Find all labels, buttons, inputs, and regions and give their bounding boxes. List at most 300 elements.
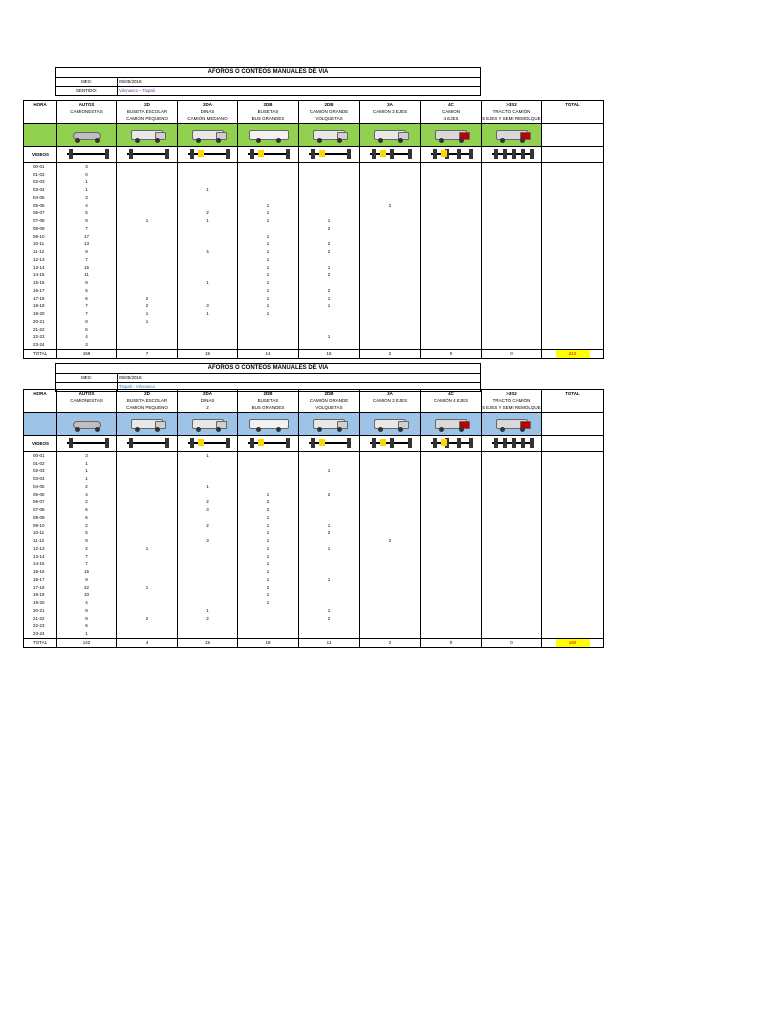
count-cell <box>482 194 542 202</box>
hour-label: 13-14 <box>24 264 57 272</box>
sheet-title-1: AFOROS O CONTEOS MANUALES DE VIA <box>56 68 480 78</box>
count-cell <box>360 529 421 537</box>
count-cell: 2 <box>178 522 238 530</box>
count-cell <box>238 475 299 483</box>
count-cell <box>360 568 421 576</box>
vehicle-class-code: 2DA <box>178 101 238 109</box>
row-total-cell <box>542 475 604 483</box>
count-cell <box>421 326 482 334</box>
count-cell: 1 <box>299 467 360 475</box>
count-cell <box>178 599 238 607</box>
row-total-cell <box>542 491 604 499</box>
three-axle-truck-icon <box>368 416 412 432</box>
count-cell: 2 <box>117 615 178 623</box>
count-cell: 1 <box>238 202 299 210</box>
count-cell: 2 <box>57 498 117 506</box>
hour-label: 04-05 <box>24 194 57 202</box>
count-cell: 1 <box>238 233 299 241</box>
dump-truck-icon <box>307 127 351 143</box>
count-cell <box>360 506 421 514</box>
count-table-2 <box>23 389 604 648</box>
mes-row-1 <box>56 78 480 87</box>
count-cell: 3 <box>57 341 117 349</box>
count-cell <box>178 568 238 576</box>
count-cell <box>299 171 360 179</box>
row-total-cell <box>542 171 604 179</box>
column-total: 4 <box>117 638 178 647</box>
count-cell <box>238 178 299 186</box>
count-cell <box>421 560 482 568</box>
blank-cell <box>542 108 604 115</box>
axle-diagram-icon <box>65 438 109 448</box>
axle-cell <box>482 436 542 452</box>
table-row <box>24 584 604 592</box>
table-row <box>24 553 604 561</box>
vehicle-class-code: 2DB <box>238 390 299 398</box>
count-cell: 1 <box>299 295 360 303</box>
count-cell: 6 <box>57 295 117 303</box>
count-cell <box>421 584 482 592</box>
axle-cell <box>299 147 360 163</box>
vehicle-image-cell <box>238 124 299 147</box>
hour-label: 19-20 <box>24 310 57 318</box>
hour-label: 04-05 <box>24 483 57 491</box>
count-cell <box>482 233 542 241</box>
row-total-cell <box>542 599 604 607</box>
table-row <box>24 194 604 202</box>
count-cell: 4 <box>178 248 238 256</box>
total-header: TOTAL <box>542 101 604 109</box>
axle-cell <box>421 436 482 452</box>
vehicle-class-desc: CAMIÓN GRANDE <box>299 397 360 404</box>
blank-cell <box>24 404 57 413</box>
count-cell <box>421 491 482 499</box>
count-cell <box>299 194 360 202</box>
count-cell: 7 <box>57 302 117 310</box>
row-total-cell <box>542 318 604 326</box>
count-cell <box>421 248 482 256</box>
axle-diagram-icon <box>368 149 412 159</box>
count-cell <box>360 475 421 483</box>
count-cell <box>238 615 299 623</box>
count-cell <box>421 295 482 303</box>
count-cell <box>178 240 238 248</box>
count-cell <box>299 460 360 468</box>
row-total-cell <box>542 615 604 623</box>
count-cell <box>421 271 482 279</box>
count-cell <box>178 545 238 553</box>
count-cell <box>117 483 178 491</box>
count-cell: 3 <box>178 537 238 545</box>
row-total-cell <box>542 584 604 592</box>
hour-label: 14-15 <box>24 560 57 568</box>
count-cell <box>482 279 542 287</box>
bus-icon <box>246 127 290 143</box>
count-cell: 1 <box>238 310 299 318</box>
count-cell <box>238 451 299 459</box>
blank-cell <box>542 124 604 147</box>
count-cell <box>360 233 421 241</box>
count-cell <box>178 318 238 326</box>
count-cell <box>178 584 238 592</box>
vehicle-class-desc: BUSETAS <box>238 108 299 115</box>
count-cell <box>421 607 482 615</box>
vehicle-class-desc: CAMION 3 EJES <box>360 397 421 404</box>
column-total: 0 <box>421 638 482 647</box>
table-row <box>24 248 604 256</box>
count-cell: 1 <box>238 514 299 522</box>
count-cell <box>360 630 421 638</box>
count-cell: 9 <box>57 607 117 615</box>
vehicle-class-code: 2D <box>117 390 178 398</box>
count-cell <box>482 591 542 599</box>
count-cell <box>421 225 482 233</box>
hour-label: 20-21 <box>24 607 57 615</box>
count-cell <box>421 506 482 514</box>
count-cell <box>360 186 421 194</box>
count-cell <box>421 202 482 210</box>
count-cell: 2 <box>238 584 299 592</box>
count-cell: 4 <box>57 202 117 210</box>
row-total-cell <box>542 256 604 264</box>
hour-label: 00-01 <box>24 162 57 170</box>
count-cell <box>117 522 178 530</box>
count-cell: 1 <box>238 491 299 499</box>
table-row <box>24 545 604 553</box>
row-total-cell <box>542 178 604 186</box>
count-cell: 8 <box>57 217 117 225</box>
count-cell: 1 <box>178 451 238 459</box>
column-total: 14 <box>238 349 299 358</box>
table-row <box>24 506 604 514</box>
count-cell: 2 <box>57 483 117 491</box>
count-cell <box>421 256 482 264</box>
count-cell <box>299 537 360 545</box>
count-cell: 1 <box>238 271 299 279</box>
count-cell <box>421 333 482 341</box>
count-cell <box>299 553 360 561</box>
count-cell: 1 <box>299 576 360 584</box>
count-cell <box>421 460 482 468</box>
count-cell <box>482 467 542 475</box>
count-cell <box>482 498 542 506</box>
hour-label: 05-06 <box>24 202 57 210</box>
vehicle-class-desc: CAMIONESTAS <box>57 397 117 404</box>
table-row <box>24 326 604 334</box>
four-axle-truck-icon <box>429 127 473 143</box>
hour-label: 14-15 <box>24 271 57 279</box>
hour-label: 10-11 <box>24 240 57 248</box>
table-row <box>24 202 604 210</box>
axle-diagram-icon <box>186 438 230 448</box>
count-cell <box>238 333 299 341</box>
hour-label: 07-08 <box>24 506 57 514</box>
count-cell <box>178 491 238 499</box>
count-cell <box>360 467 421 475</box>
hour-label: 22-23 <box>24 333 57 341</box>
count-cell: 1 <box>178 186 238 194</box>
hour-label: 23-24 <box>24 630 57 638</box>
count-cell <box>299 599 360 607</box>
count-cell <box>299 233 360 241</box>
count-cell: 9 <box>57 279 117 287</box>
axle-diagram-icon <box>429 149 473 159</box>
count-cell: 2 <box>117 302 178 310</box>
count-cell <box>178 475 238 483</box>
count-cell <box>421 568 482 576</box>
count-cell <box>360 287 421 295</box>
row-total-cell <box>542 209 604 217</box>
vehicle-class-desc: CAMION <box>421 108 482 115</box>
count-cell <box>117 326 178 334</box>
count-cell <box>482 217 542 225</box>
count-cell: 1 <box>299 333 360 341</box>
minibus-icon <box>125 127 169 143</box>
count-cell: 7 <box>57 310 117 318</box>
count-cell <box>117 202 178 210</box>
mes-value: 05/05/2018 <box>119 79 142 84</box>
vehicle-class-desc2 <box>57 115 117 124</box>
count-cell <box>117 209 178 217</box>
table-row <box>24 483 604 491</box>
count-cell: 1 <box>117 545 178 553</box>
count-cell <box>421 162 482 170</box>
vehicle-class-desc: BUSETAS <box>238 397 299 404</box>
count-cell <box>421 310 482 318</box>
count-cell <box>117 333 178 341</box>
count-cell <box>482 506 542 514</box>
row-total-cell <box>542 186 604 194</box>
count-cell <box>238 460 299 468</box>
count-cell <box>421 240 482 248</box>
vehicle-class-desc2 <box>57 404 117 413</box>
bus-icon <box>246 416 290 432</box>
count-cell <box>238 467 299 475</box>
vehicle-class-code: 2DB <box>299 101 360 109</box>
hour-label: 08-09 <box>24 225 57 233</box>
count-cell <box>299 498 360 506</box>
count-cell <box>178 171 238 179</box>
count-cell <box>421 233 482 241</box>
count-cell <box>178 271 238 279</box>
count-cell: 1 <box>238 545 299 553</box>
row-total-cell <box>542 483 604 491</box>
count-cell <box>178 202 238 210</box>
count-cell: 1 <box>57 467 117 475</box>
count-cell <box>421 514 482 522</box>
blank-cell <box>542 404 604 413</box>
vehicle-class-desc2: CAMIÓN MEDIANO <box>178 115 238 124</box>
count-cell <box>117 591 178 599</box>
column-total: 15 <box>178 349 238 358</box>
hour-label: 15-16 <box>24 568 57 576</box>
count-cell <box>117 498 178 506</box>
hour-label: 18-19 <box>24 302 57 310</box>
count-cell <box>299 591 360 599</box>
vehicle-class-desc: DINAS <box>178 108 238 115</box>
row-total-cell <box>542 202 604 210</box>
count-cell: 1 <box>238 302 299 310</box>
count-cell <box>117 279 178 287</box>
row-total-cell <box>542 451 604 459</box>
count-cell <box>482 545 542 553</box>
count-cell: 2 <box>178 498 238 506</box>
count-cell: 9 <box>57 248 117 256</box>
vehicle-class-desc2: BUS GRANDES <box>238 404 299 413</box>
count-cell: 2 <box>360 537 421 545</box>
dump-truck-icon <box>307 416 351 432</box>
count-cell: 1 <box>238 576 299 584</box>
count-cell: 4 <box>57 599 117 607</box>
row-total-cell <box>542 553 604 561</box>
hour-label: 03-04 <box>24 475 57 483</box>
column-code-row <box>24 101 604 109</box>
count-cell <box>178 194 238 202</box>
count-cell <box>117 506 178 514</box>
axle-diagram-icon <box>368 438 412 448</box>
count-cell: 2 <box>299 271 360 279</box>
vehicle-image-cell <box>57 124 117 147</box>
count-cell <box>421 467 482 475</box>
column-total: 142 <box>57 638 117 647</box>
column-total: 0 <box>482 349 542 358</box>
column-total: 11 <box>299 638 360 647</box>
count-cell: 8 <box>57 537 117 545</box>
count-cell: 3 <box>57 451 117 459</box>
count-cell <box>299 630 360 638</box>
count-cell: 1 <box>57 186 117 194</box>
count-cell: 6 <box>57 514 117 522</box>
count-cell <box>421 483 482 491</box>
count-cell <box>482 576 542 584</box>
count-cell <box>360 514 421 522</box>
table-row <box>24 256 604 264</box>
vehicle-class-code: 2DB <box>299 390 360 398</box>
table-row <box>24 475 604 483</box>
count-cell <box>178 341 238 349</box>
hour-label: 06-07 <box>24 498 57 506</box>
count-cell: 11 <box>57 271 117 279</box>
count-cell <box>360 522 421 530</box>
count-cell <box>421 171 482 179</box>
vehicle-image-row <box>24 124 604 147</box>
count-cell <box>360 194 421 202</box>
vehicle-class-desc: DINAS <box>178 397 238 404</box>
count-cell: 6 <box>57 326 117 334</box>
vehicle-class-desc2: 2 <box>178 404 238 413</box>
count-cell <box>421 217 482 225</box>
hour-label: 19-20 <box>24 599 57 607</box>
count-cell: 1 <box>117 310 178 318</box>
count-cell: 1 <box>178 217 238 225</box>
count-cell <box>482 162 542 170</box>
table-row <box>24 460 604 468</box>
hour-label: 02-03 <box>24 178 57 186</box>
table-row <box>24 333 604 341</box>
count-cell <box>117 341 178 349</box>
axle-diagram-icon <box>490 149 534 159</box>
hour-label: 23-24 <box>24 341 57 349</box>
hour-label: 16-17 <box>24 576 57 584</box>
vehicle-class-code: 2D <box>117 101 178 109</box>
count-cell <box>482 271 542 279</box>
sentido-value: Vilcnasco - Tixpali <box>119 88 155 93</box>
hour-label: 17-18 <box>24 295 57 303</box>
count-cell <box>482 186 542 194</box>
hour-label: 18-19 <box>24 591 57 599</box>
count-cell <box>117 256 178 264</box>
vehicle-class-desc2: BUS GRANDES <box>238 115 299 124</box>
hour-label: 09-10 <box>24 233 57 241</box>
count-cell: 1 <box>117 217 178 225</box>
count-cell <box>482 514 542 522</box>
count-cell: 15 <box>57 568 117 576</box>
vehicle-class-code: 4C <box>421 101 482 109</box>
table-row <box>24 599 604 607</box>
count-cell <box>117 264 178 272</box>
count-cell <box>117 514 178 522</box>
mes-value: 05/05/2018 <box>119 375 142 380</box>
count-cell <box>421 599 482 607</box>
count-cell <box>360 264 421 272</box>
count-cell <box>299 506 360 514</box>
hour-label: 12-13 <box>24 545 57 553</box>
count-cell <box>178 256 238 264</box>
hour-label: 17-18 <box>24 584 57 592</box>
count-cell <box>238 162 299 170</box>
count-cell <box>360 491 421 499</box>
count-cell <box>482 607 542 615</box>
column-total: 159 <box>57 349 117 358</box>
blank-cell <box>24 413 57 436</box>
count-cell: 0 <box>57 171 117 179</box>
count-cell: 1 <box>57 630 117 638</box>
count-cell <box>421 186 482 194</box>
count-cell <box>178 576 238 584</box>
count-cell <box>482 248 542 256</box>
vehicle-class-desc2: CAMION PEQUENO <box>117 115 178 124</box>
hour-label: 09-10 <box>24 522 57 530</box>
count-cell <box>299 483 360 491</box>
count-cell: 5 <box>57 287 117 295</box>
column-total: 2 <box>360 638 421 647</box>
count-cell: 1 <box>57 475 117 483</box>
count-cell <box>360 622 421 630</box>
count-cell <box>482 491 542 499</box>
table-row <box>24 615 604 623</box>
count-cell <box>238 171 299 179</box>
count-cell: 1 <box>178 607 238 615</box>
count-cell <box>482 333 542 341</box>
count-cell: 2 <box>299 248 360 256</box>
count-cell <box>421 576 482 584</box>
count-cell <box>360 615 421 623</box>
count-cell <box>178 287 238 295</box>
count-cell <box>178 233 238 241</box>
axle-cell <box>117 147 178 163</box>
row-total-cell <box>542 514 604 522</box>
table-row <box>24 341 604 349</box>
table-row <box>24 514 604 522</box>
count-cell <box>482 451 542 459</box>
hora-header: HORA <box>24 101 57 109</box>
table-row <box>24 240 604 248</box>
axle-diagram-icon <box>65 149 109 159</box>
count-cell: 1 <box>238 553 299 561</box>
count-cell <box>482 295 542 303</box>
count-cell <box>482 522 542 530</box>
count-cell: 1 <box>178 279 238 287</box>
